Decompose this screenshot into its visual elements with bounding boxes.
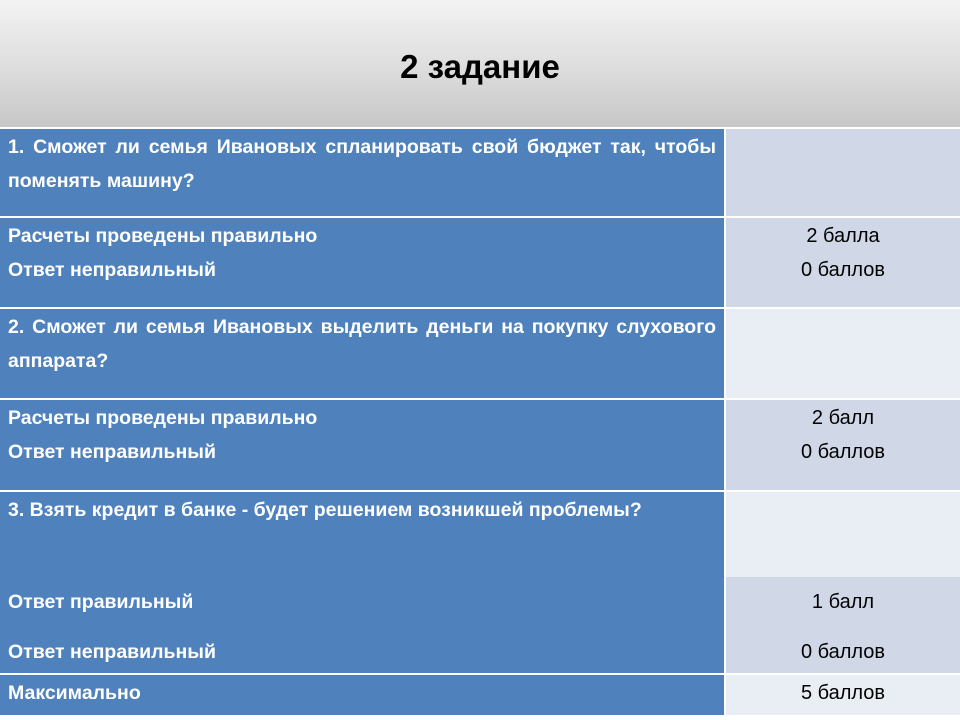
score-text: 5 баллов <box>800 682 886 704</box>
score-cell <box>726 309 960 398</box>
criteria-cell <box>0 577 726 673</box>
score-text: 1 балл <box>811 591 875 613</box>
table-row <box>0 492 960 584</box>
score-cell <box>726 218 960 307</box>
score-cell <box>726 577 960 673</box>
criteria-text: Ответ неправильный <box>8 259 216 281</box>
question-cell <box>0 492 726 582</box>
score-cell <box>726 675 960 715</box>
question-cell <box>0 129 726 216</box>
table-row <box>0 400 960 492</box>
score-text: 0 баллов <box>800 259 886 281</box>
criteria-text: Ответ неправильный <box>8 441 216 463</box>
criteria-text: Ответ правильный <box>8 591 194 613</box>
criteria-text: Максимально <box>8 682 141 704</box>
score-cell <box>726 492 960 582</box>
criteria-cell <box>0 675 726 715</box>
table-row <box>0 675 960 715</box>
question-text: 1. Сможет ли семья Ивановых спланировать свой бюджет так, чтобы поменять машину? <box>8 136 716 192</box>
table-row <box>0 129 960 218</box>
question-text: 3. Взять кредит в банке - будет решением возникшей проблемы? <box>8 499 642 521</box>
criteria-text: Расчеты проведены правильно <box>8 407 318 429</box>
slide-header <box>0 0 960 127</box>
question-text: 2. Сможет ли семья Ивановых выделить деньги на покупку слухового аппарата? <box>8 316 716 372</box>
question-cell <box>0 309 726 398</box>
score-text: 2 балла <box>806 225 880 247</box>
criteria-cell <box>0 400 726 490</box>
table-row <box>0 584 960 675</box>
table-row <box>0 309 960 400</box>
score-text: 0 баллов <box>800 441 886 463</box>
score-cell <box>726 400 960 490</box>
grading-table <box>0 127 960 715</box>
table-row <box>0 218 960 309</box>
score-cell <box>726 129 960 216</box>
criteria-text: Расчеты проведены правильно <box>8 225 318 247</box>
score-text: 2 балл <box>811 407 875 429</box>
criteria-cell <box>0 218 726 307</box>
slide-title: 2 задание <box>400 48 560 85</box>
criteria-text: Ответ неправильный <box>8 641 216 663</box>
score-text: 0 баллов <box>800 641 886 663</box>
